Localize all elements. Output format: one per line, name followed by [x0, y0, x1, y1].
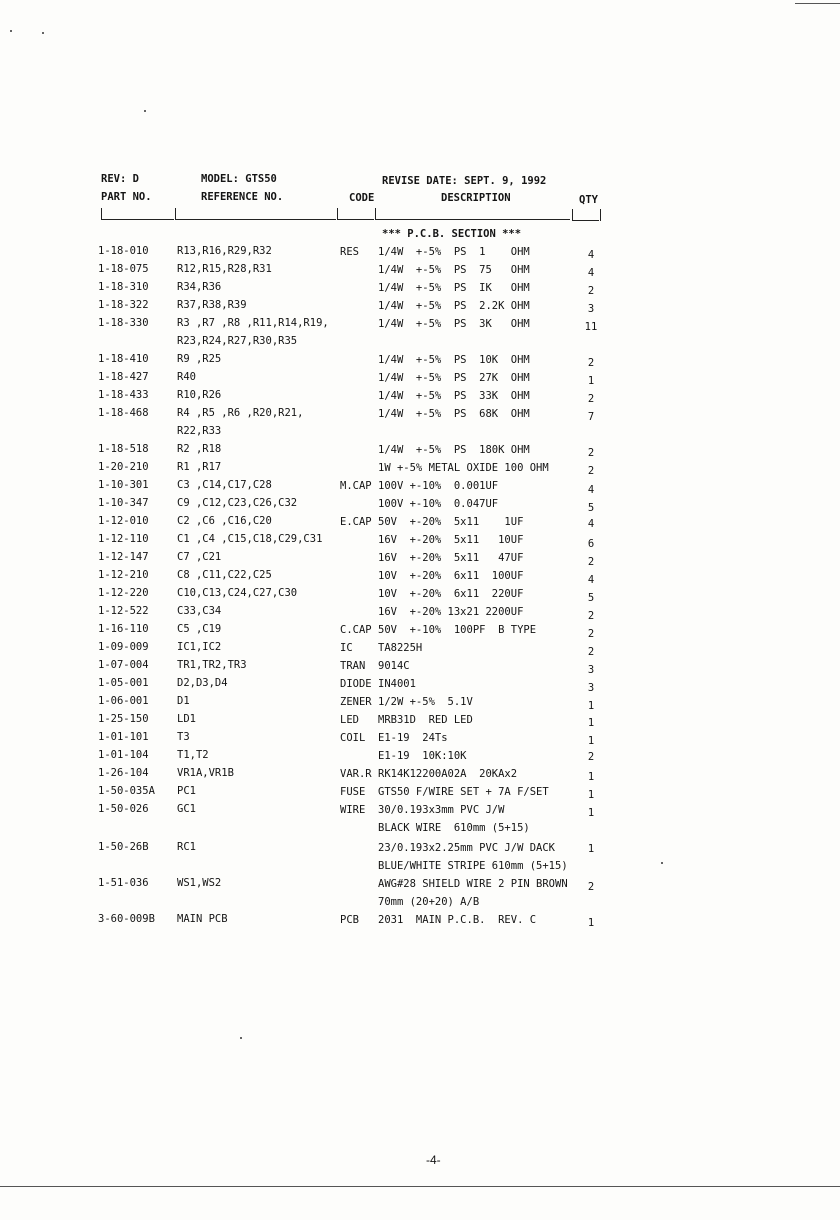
component-code: FUSE	[340, 786, 366, 798]
quantity: 4	[587, 518, 595, 530]
reference-designators: VR1A,VR1B	[177, 767, 234, 779]
reference-designators: R9 ,R25	[177, 353, 222, 365]
revise-date-label: REVISE DATE: SEPT. 9, 1992	[382, 175, 547, 187]
part-number: 1-18-310	[98, 281, 149, 293]
quantity: 5	[587, 502, 595, 514]
reference-designators: R4 ,R5 ,R6 ,R20,R21,	[177, 407, 304, 419]
part-number: 3-60-009B	[98, 913, 155, 925]
part-number: 1-18-410	[98, 353, 149, 365]
part-number: 1-09-009	[98, 641, 149, 653]
description: 100V +-10% 0.047UF	[378, 498, 499, 510]
reference-designators: T1,T2	[177, 749, 209, 761]
component-code: TRAN	[340, 660, 366, 672]
description: AWG#28 SHIELD WIRE 2 PIN BROWN	[378, 878, 568, 890]
part-number: 1-51-036	[98, 877, 149, 889]
revision-label: REV: D	[101, 173, 139, 185]
quantity: 4	[587, 484, 595, 496]
reference-designators: R12,R15,R28,R31	[177, 263, 272, 275]
quantity: 1	[587, 735, 595, 747]
quantity: 2	[587, 610, 595, 622]
part-number: 1-07-004	[98, 659, 149, 671]
description: 1W +-5% METAL OXIDE 100 OHM	[378, 462, 549, 474]
description-continued: BLACK WIRE 610mm (5+15)	[378, 822, 530, 834]
reference-designators: R10,R26	[177, 389, 222, 401]
part-number: 1-18-427	[98, 371, 149, 383]
description: 16V +-20% 13x21 2200UF	[378, 606, 524, 618]
scan-speck	[240, 1037, 242, 1039]
description: TA8225H	[378, 642, 423, 654]
code-rule	[338, 219, 374, 220]
component-code: VAR.R	[340, 768, 372, 780]
part-number: 1-18-322	[98, 299, 149, 311]
description: 1/4W +-5% PS 10K OHM	[378, 354, 530, 366]
quantity: 1	[587, 700, 595, 712]
reference-designators: D1	[177, 695, 190, 707]
description-continued: 70mm (20+20) A/B	[378, 896, 480, 908]
part-number: 1-18-468	[98, 407, 149, 419]
reference-designators: R40	[177, 371, 196, 383]
description: E1-19 24Ts	[378, 732, 448, 744]
part-number: 1-10-301	[98, 479, 149, 491]
component-code: WIRE	[340, 804, 366, 816]
quantity: 2	[587, 556, 595, 568]
part-number: 1-01-104	[98, 749, 149, 761]
quantity: 11	[584, 321, 598, 333]
description: 2031 MAIN P.C.B. REV. C	[378, 914, 537, 926]
description: 10V +-20% 6x11 100UF	[378, 570, 524, 582]
part-number: 1-10-347	[98, 497, 149, 509]
reference-designators: C3 ,C14,C17,C28	[177, 479, 272, 491]
description: 16V +-20% 5x11 10UF	[378, 534, 524, 546]
reference-designators: C10,C13,C24,C27,C30	[177, 587, 298, 599]
quantity: 6	[587, 538, 595, 550]
description-rule	[376, 219, 570, 220]
description: 1/4W +-5% PS 3K OHM	[378, 318, 530, 330]
description: IN4001	[378, 678, 416, 690]
qty-rule	[573, 220, 599, 221]
part-number: 1-26-104	[98, 767, 149, 779]
reference-designators: C33,C34	[177, 605, 222, 617]
description: 1/4W +-5% PS 75 OHM	[378, 264, 530, 276]
reference-designators: R34,R36	[177, 281, 222, 293]
part-number: 1-12-110	[98, 533, 149, 545]
quantity: 4	[587, 267, 595, 279]
column-header-reference-no: REFERENCE NO.	[201, 191, 284, 203]
description: RK14K12200A02A 20KAx2	[378, 768, 518, 780]
component-code: C.CAP	[340, 624, 372, 636]
quantity: 2	[587, 285, 595, 297]
quantity: 1	[587, 807, 595, 819]
column-header-code: CODE	[349, 192, 375, 204]
description: 1/4W +-5% PS 68K OHM	[378, 408, 530, 420]
description: 9014C	[378, 660, 410, 672]
section-title: *** P.C.B. SECTION ***	[382, 228, 522, 240]
quantity: 1	[587, 789, 595, 801]
reference-designators: PC1	[177, 785, 196, 797]
reference-designators: R13,R16,R29,R32	[177, 245, 272, 257]
reference-designators: D2,D3,D4	[177, 677, 228, 689]
part-number: 1-18-010	[98, 245, 149, 257]
part-no-rule	[102, 219, 174, 220]
description: 1/4W +-5% PS 33K OHM	[378, 390, 530, 402]
part-number: 1-18-075	[98, 263, 149, 275]
quantity: 2	[587, 628, 595, 640]
part-number: 1-16-110	[98, 623, 149, 635]
reference-designators: R1 ,R17	[177, 461, 222, 473]
part-number: 1-12-522	[98, 605, 149, 617]
reference-designators: WS1,WS2	[177, 877, 222, 889]
part-number: 1-18-330	[98, 317, 149, 329]
description: 1/4W +-5% PS 2.2K OHM	[378, 300, 530, 312]
part-number: 1-50-035A	[98, 785, 155, 797]
part-number: 1-20-210	[98, 461, 149, 473]
quantity: 3	[587, 664, 595, 676]
reference-designators: GC1	[177, 803, 196, 815]
reference-designators: C5 ,C19	[177, 623, 222, 635]
reference-designators: LD1	[177, 713, 196, 725]
reference-rule	[176, 219, 336, 220]
part-number: 1-50-026	[98, 803, 149, 815]
part-number: 1-06-001	[98, 695, 149, 707]
description: 1/4W +-5% PS IK OHM	[378, 282, 530, 294]
component-code: IC	[340, 642, 353, 654]
part-number: 1-50-26B	[98, 841, 149, 853]
part-number: 1-05-001	[98, 677, 149, 689]
description: 100V +-10% 0.001UF	[378, 480, 499, 492]
reference-designators: C2 ,C6 ,C16,C20	[177, 515, 272, 527]
scan-speck	[42, 32, 44, 34]
reference-designators-continued: R23,R24,R27,R30,R35	[177, 335, 298, 347]
quantity: 1	[587, 917, 595, 929]
reference-designators: C9 ,C12,C23,C26,C32	[177, 497, 298, 509]
reference-designators: C8 ,C11,C22,C25	[177, 569, 272, 581]
description: 1/4W +-5% PS 180K OHM	[378, 444, 530, 456]
top-edge-line	[795, 3, 840, 4]
part-number: 1-12-210	[98, 569, 149, 581]
quantity: 1	[587, 843, 595, 855]
description: 1/4W +-5% PS 27K OHM	[378, 372, 530, 384]
reference-designators: MAIN PCB	[177, 913, 228, 925]
column-header-qty: QTY	[579, 194, 598, 206]
component-code: COIL	[340, 732, 366, 744]
component-code: PCB	[340, 914, 359, 926]
page-number: -4-	[426, 1153, 441, 1167]
component-code: RES	[340, 246, 359, 258]
part-number: 1-12-010	[98, 515, 149, 527]
quantity: 1	[587, 375, 595, 387]
description: E1-19 10K:10K	[378, 750, 467, 762]
component-code: ZENER	[340, 696, 372, 708]
quantity: 2	[587, 881, 595, 893]
quantity: 2	[587, 393, 595, 405]
model-label: MODEL: GTS50	[201, 173, 277, 185]
column-tick	[600, 209, 601, 221]
reference-designators: R3 ,R7 ,R8 ,R11,R14,R19,	[177, 317, 329, 329]
quantity: 1	[587, 771, 595, 783]
quantity: 2	[587, 465, 595, 477]
part-number: 1-18-433	[98, 389, 149, 401]
part-number: 1-12-147	[98, 551, 149, 563]
quantity: 1	[587, 717, 595, 729]
scan-speck	[661, 862, 663, 864]
description: 10V +-20% 6x11 220UF	[378, 588, 524, 600]
quantity: 2	[587, 357, 595, 369]
scan-speck	[144, 110, 146, 112]
component-code: E.CAP	[340, 516, 372, 528]
description: 50V +-10% 100PF B TYPE	[378, 624, 537, 636]
description: 30/0.193x3mm PVC J/W	[378, 804, 505, 816]
quantity: 7	[587, 411, 595, 423]
reference-designators: R2 ,R18	[177, 443, 222, 455]
scan-speck	[10, 30, 12, 32]
part-number: 1-18-518	[98, 443, 149, 455]
description: 1/2W +-5% 5.1V	[378, 696, 473, 708]
reference-designators: T3	[177, 731, 190, 743]
description: 16V +-20% 5x11 47UF	[378, 552, 524, 564]
quantity: 2	[587, 447, 595, 459]
description: MRB31D RED LED	[378, 714, 473, 726]
part-number: 1-12-220	[98, 587, 149, 599]
part-number: 1-01-101	[98, 731, 149, 743]
bottom-edge-line	[0, 1186, 840, 1187]
reference-designators: C7 ,C21	[177, 551, 222, 563]
reference-designators: C1 ,C4 ,C15,C18,C29,C31	[177, 533, 323, 545]
description: 1/4W +-5% PS 1 OHM	[378, 246, 530, 258]
reference-designators: TR1,TR2,TR3	[177, 659, 247, 671]
component-code: M.CAP	[340, 480, 372, 492]
component-code: DIODE	[340, 678, 372, 690]
description: 23/0.193x2.25mm PVC J/W DACK	[378, 842, 556, 854]
reference-designators: RC1	[177, 841, 196, 853]
quantity: 4	[587, 249, 595, 261]
quantity: 2	[587, 751, 595, 763]
quantity: 5	[587, 592, 595, 604]
quantity: 2	[587, 646, 595, 658]
description: 50V +-20% 5x11 1UF	[378, 516, 524, 528]
reference-designators-continued: R22,R33	[177, 425, 222, 437]
reference-designators: IC1,IC2	[177, 641, 222, 653]
part-number: 1-25-150	[98, 713, 149, 725]
column-header-description: DESCRIPTION	[441, 192, 511, 204]
quantity: 4	[587, 574, 595, 586]
component-code: LED	[340, 714, 359, 726]
description-continued: BLUE/WHITE STRIPE 610mm (5+15)	[378, 860, 568, 872]
quantity: 3	[587, 682, 595, 694]
column-header-part-no: PART NO.	[101, 191, 152, 203]
reference-designators: R37,R38,R39	[177, 299, 247, 311]
quantity: 3	[587, 303, 595, 315]
description: GTS50 F/WIRE SET + 7A F/SET	[378, 786, 549, 798]
